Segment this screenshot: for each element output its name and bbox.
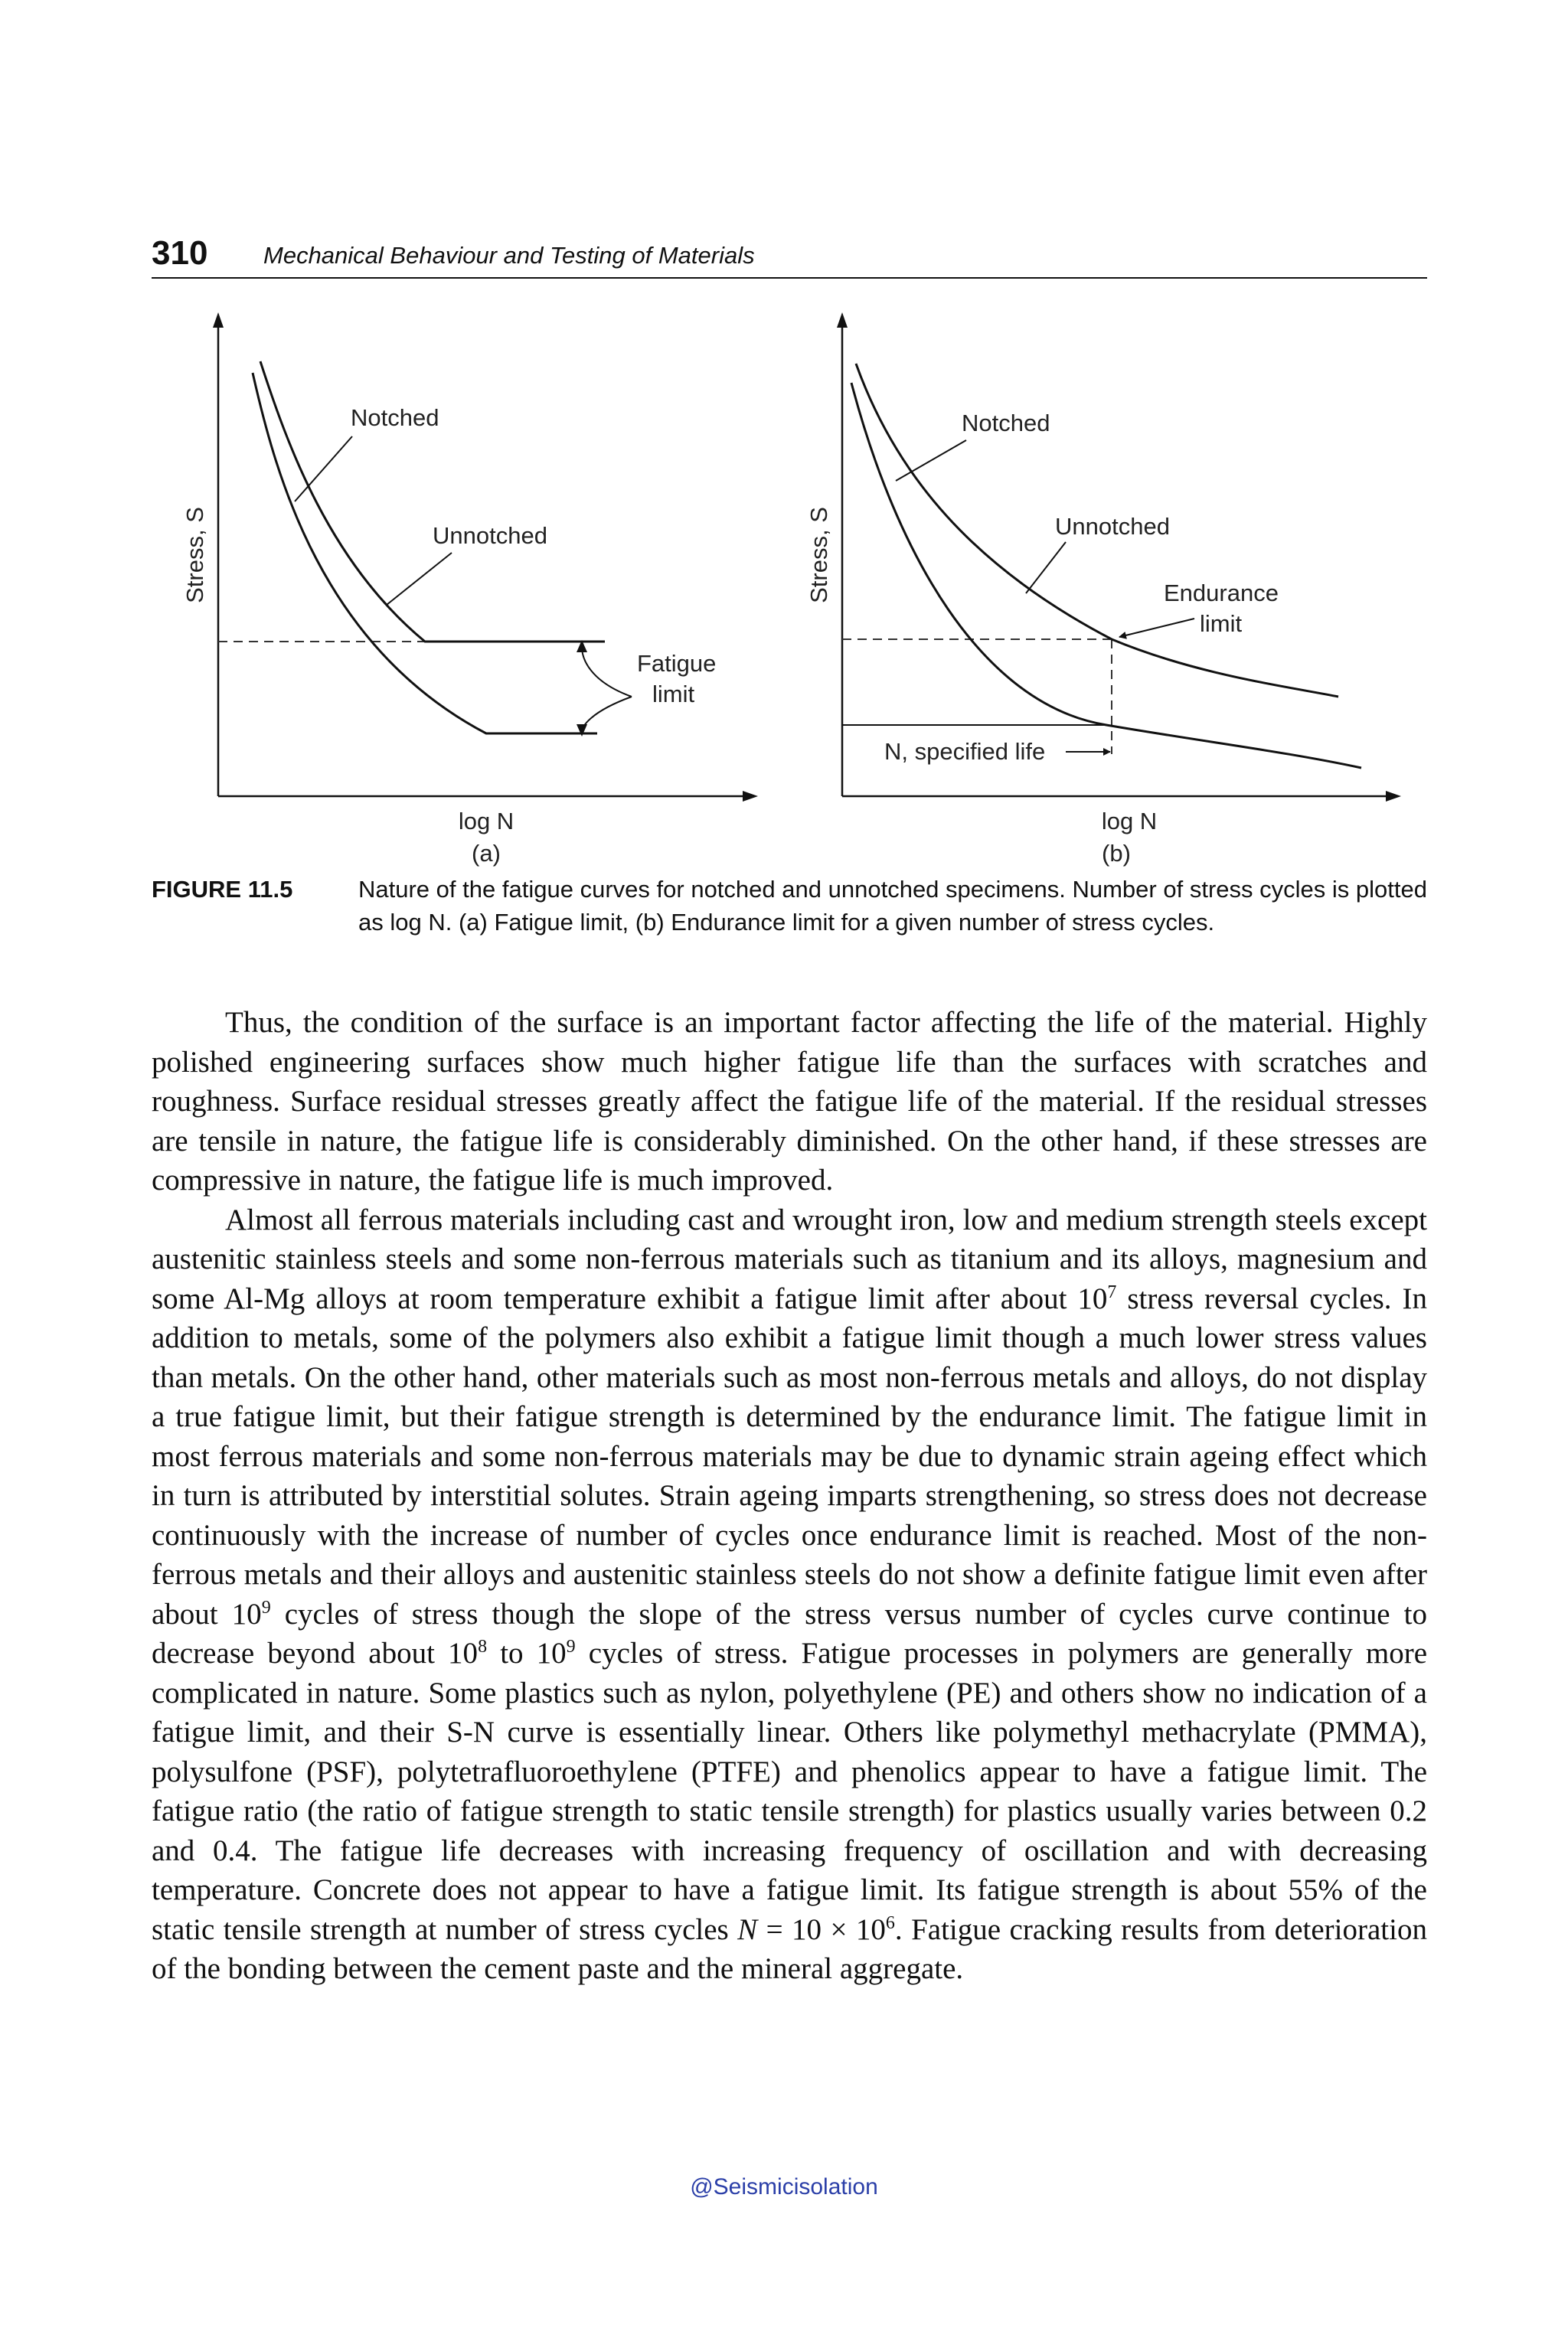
- panel-a-fatigue-label-2: limit: [652, 681, 695, 707]
- page-header: [152, 231, 1427, 279]
- panel-b-x-label: log N: [1101, 808, 1158, 834]
- panel-b-unnotched-leader: [1026, 542, 1066, 593]
- panel-b-endurance-label-1: Endurance: [1164, 580, 1279, 606]
- panel-a-y-label: Stress, S: [181, 507, 208, 603]
- caption-text: Nature of the fatigue curves for notched and unnotched specimens. Number of stress cycles is plotted as log N. (a) Fatigue limit, (b) Endurance limit for a given number of stress cycles.: [358, 876, 1427, 936]
- panel-a-notched-label: Notched: [351, 404, 439, 431]
- panel-b-unnotched-label: Unnotched: [1055, 513, 1170, 540]
- paragraph-2: Almost all ferrous materials including cast and wrought iron, low and medium strength steels except austenitic stainless steels and some non-ferrous materials such as titanium and its alloys, magnesium and some Al-Mg alloys at room temperature exhibit a fatigue limit after about $10^7$ stress reversal cycles. In addition to metals, some of the polymers also exhibit a fatigue limit though a much lower stress values than metals. On the other hand, other materials such as most non-ferrous metals and alloys, do not display a true fatigue limit, but their fatigue strength is determined by the endurance limit. The fatigue limit in most ferrous materials and some non-ferrous materials may be due to dynamic strain ageing effect which in turn is attributed by interstitial solutes. Strain ageing imparts strengthening, so stress does not decrease continuously with the increase of number of cycles once endurance limit is reached. Most of the non-ferrous metals and their alloys and austenitic stainless steels do not show a definite fatigue limit even after about $10^9$ cycles of stress though the slope of the stress versus number of cycles curve continue to decrease beyond about $10^8$ to $10^9$ cycles of stress. Fatigue processes in polymers are generally more complicated in nature. Some plastics such as nylon, polyethylene (PE) and others show no indication of a fatigue limit, and their S-N curve is essentially linear. Others like polymethyl methacrylate (PMMA), polysulfone (PSF), polytetrafluoroethylene (PTFE) and phenolics appear to have a fatigue limit. The fatigue ratio (the ratio of fatigue strength to static tensile strength) for plastics usually varies between 0.2 and 0.4. The fatigue life decreases with increasing frequency of oscillation and with decreasing temperature. Concrete does not appear to have a fatigue limit. Its fatigue strength is about 55% of the static tensile strength at number of stress cycles $N = 10 \times 10^6$. Fatigue cracking results from deterioration of the bonding between the cement paste and the mineral aggregate.: [152, 1203, 1428, 1985]
- panel-b-specified-life-label: N, specified life: [884, 738, 1046, 765]
- paragraph-1: Thus, the condition of the surface is an important factor affecting the life of the material. Highly polished engineering surfaces show much higher fatigue life than the surfaces with scratches and roughness. Surface residual stresses greatly affect the fatigue life of the material. If the residual stresses are tensile in nature, the fatigue life is considerably diminished. On the other hand, if these stresses are compressive in nature, the fatigue life is much improved.: [152, 1006, 1427, 1197]
- panel-b-notched-curve: [851, 383, 1361, 768]
- panel-a-fatigue-label-1: Fatigue: [637, 650, 717, 677]
- caption-label: FIGURE 11.5: [152, 876, 293, 903]
- panel-a-notched-leader: [295, 436, 352, 501]
- body-text: [152, 1003, 1427, 1989]
- watermark: @Seismicisolation: [690, 2174, 878, 2199]
- panel-b-sublabel: (b): [1102, 840, 1131, 867]
- running-title: Mechanical Behaviour and Testing of Materials: [263, 242, 755, 269]
- panel-b: [805, 312, 1401, 867]
- panel-a-sublabel: (a): [472, 840, 501, 867]
- panel-b-notched-leader: [896, 440, 966, 481]
- panel-a-x-label: log N: [458, 808, 514, 834]
- panel-b-y-label: Stress, S: [805, 507, 832, 603]
- panel-b-endurance-label-2: limit: [1200, 610, 1243, 637]
- panel-a: [181, 312, 758, 867]
- figure-11-5: [0, 291, 1568, 873]
- panel-a-unnotched-label: Unnotched: [433, 522, 547, 549]
- panel-b-endurance-leader: [1119, 619, 1194, 637]
- panel-a-unnotched-leader: [387, 553, 452, 605]
- page-number: 310: [152, 234, 208, 272]
- panel-a-fatigue-limit-bracket: [582, 647, 632, 731]
- panel-a-unnotched-curve: [260, 361, 605, 642]
- panel-b-notched-label: Notched: [962, 410, 1050, 436]
